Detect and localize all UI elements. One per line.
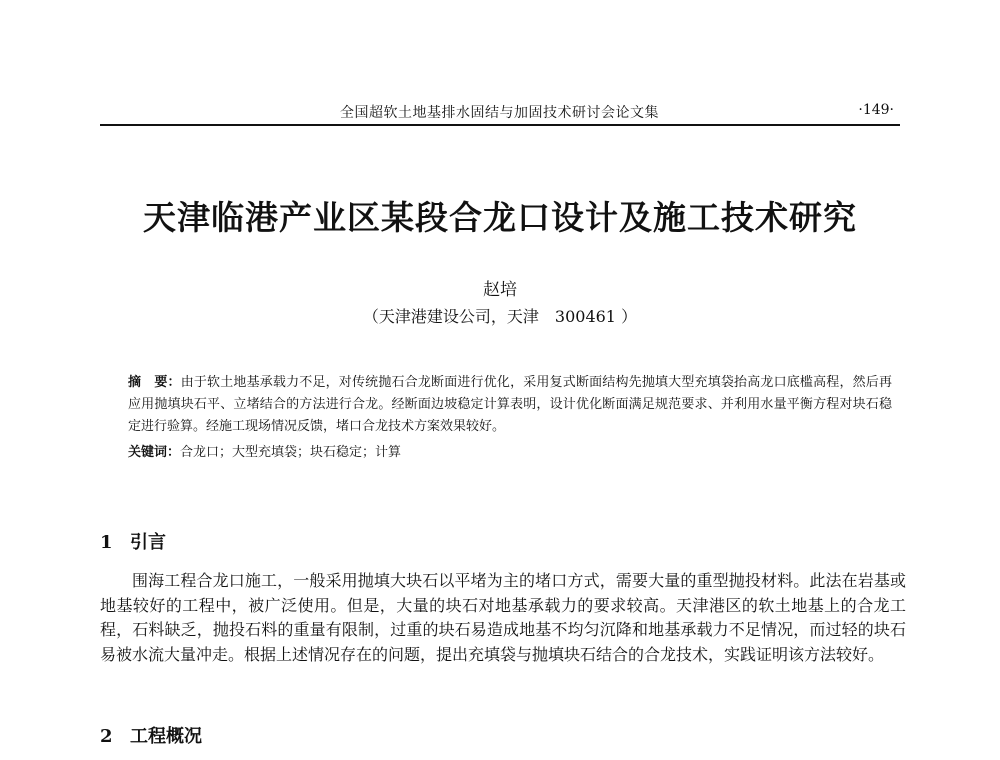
section-heading-introduction	[100, 528, 166, 554]
section-title: 引言	[130, 532, 166, 553]
paper-title: 天津临港产业区某段合龙口设计及施工技术研究	[143, 198, 857, 237]
section-number: 2	[100, 726, 113, 747]
journal-name: 全国超软土地基排水固结与加固技术研讨会论文集	[340, 105, 659, 121]
section-heading-project-overview	[100, 722, 202, 748]
section-title: 工程概况	[130, 726, 202, 747]
author-name: 赵培	[483, 280, 517, 300]
introduction-paragraph: 围海工程合龙口施工，一般采用抛填大块石以平堵为主的堵口方式，需要大量的重型抛投材料。此法在岩基或地基较好的工程中，被广泛使用。但是，大量的块石对地基承载力的要求较高。天津港区的软土地基上的合龙工程，石料缺乏，抛投石料的重量有限制，过重的块石易造成地基不均匀沉降和地基承载力不足情况，而过轻的块石易被水流大量冲走。根据上述情况存在的问题，提出充填袋与抛填块石结合的合龙技术，实践证明该方法较好。	[100, 571, 906, 664]
keywords-text: 合龙口；大型充填袋；块石稳定；计算	[180, 445, 402, 460]
abstract-text: 由于软土地基承载力不足，对传统抛石合龙断面进行优化，采用复式断面结构先抛填大型充填袋抬高龙口底槛高程，然后再应用抛填块石平、立堵结合的方法进行合龙。经断面边坡稳定计算表明，设计优化断面满足规范要求、并利用水量平衡方程对块石稳定进行验算。经施工现场情况反馈，堵口合龙技术方案效果较好。	[128, 375, 892, 434]
keywords-label: 关键词：	[128, 445, 181, 460]
keywords	[128, 443, 892, 463]
abstract	[128, 372, 892, 438]
abstract-label: 摘 要：	[128, 375, 181, 390]
section-number: 1	[100, 532, 113, 553]
author-affiliation: （天津港建设公司，天津 300461 ）	[362, 307, 638, 326]
page-number: ·149·	[858, 102, 894, 118]
running-header	[100, 100, 900, 126]
